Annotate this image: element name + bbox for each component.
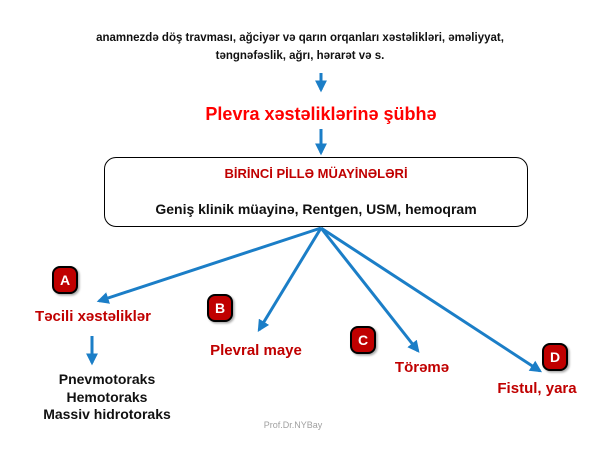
branch-a-label: Təcili xəstəliklər — [35, 308, 151, 325]
first-stage-box-header: BİRİNCİ PİLLƏ MÜAYİNƏLƏRİ — [224, 166, 408, 181]
sublist-item: Pnevmotoraks — [58, 371, 156, 387]
anamnesis-text — [10, 29, 590, 65]
sublist-item: Hemotoraks — [66, 388, 148, 405]
branch-d-label: Fistul, yara — [497, 380, 577, 397]
branch-a-sublist — [43, 371, 171, 424]
badge-b: B — [207, 294, 233, 322]
badge-c: C — [350, 326, 376, 354]
arrow-box-to-branch-a-icon — [99, 228, 321, 301]
first-stage-box — [104, 157, 528, 227]
badge-d: D — [542, 343, 568, 371]
first-stage-box-body: Geniş klinik müayinə, Rentgen, USM, hemoqram — [155, 201, 477, 217]
sublist-item: Massiv hidrotoraks — [43, 406, 171, 422]
suspicion-title: Plevra xəstəliklərinə şübhə — [205, 104, 437, 124]
arrow-box-to-branch-b-icon — [259, 228, 321, 330]
branch-c-label: Törəmə — [394, 359, 450, 376]
anamnesis-line1: anamnezdə döş travması, ağciyər və qarın orqanları xəstəlikləri, əməliyyat, — [96, 32, 504, 44]
anamnesis-line2: təngnəfəslik, ağrı, hərarət və s. — [215, 50, 385, 62]
footer-credit: Prof.Dr.NYBay — [263, 420, 323, 430]
badge-a: A — [52, 266, 78, 294]
branch-b-label: Plevral maye — [210, 342, 302, 359]
